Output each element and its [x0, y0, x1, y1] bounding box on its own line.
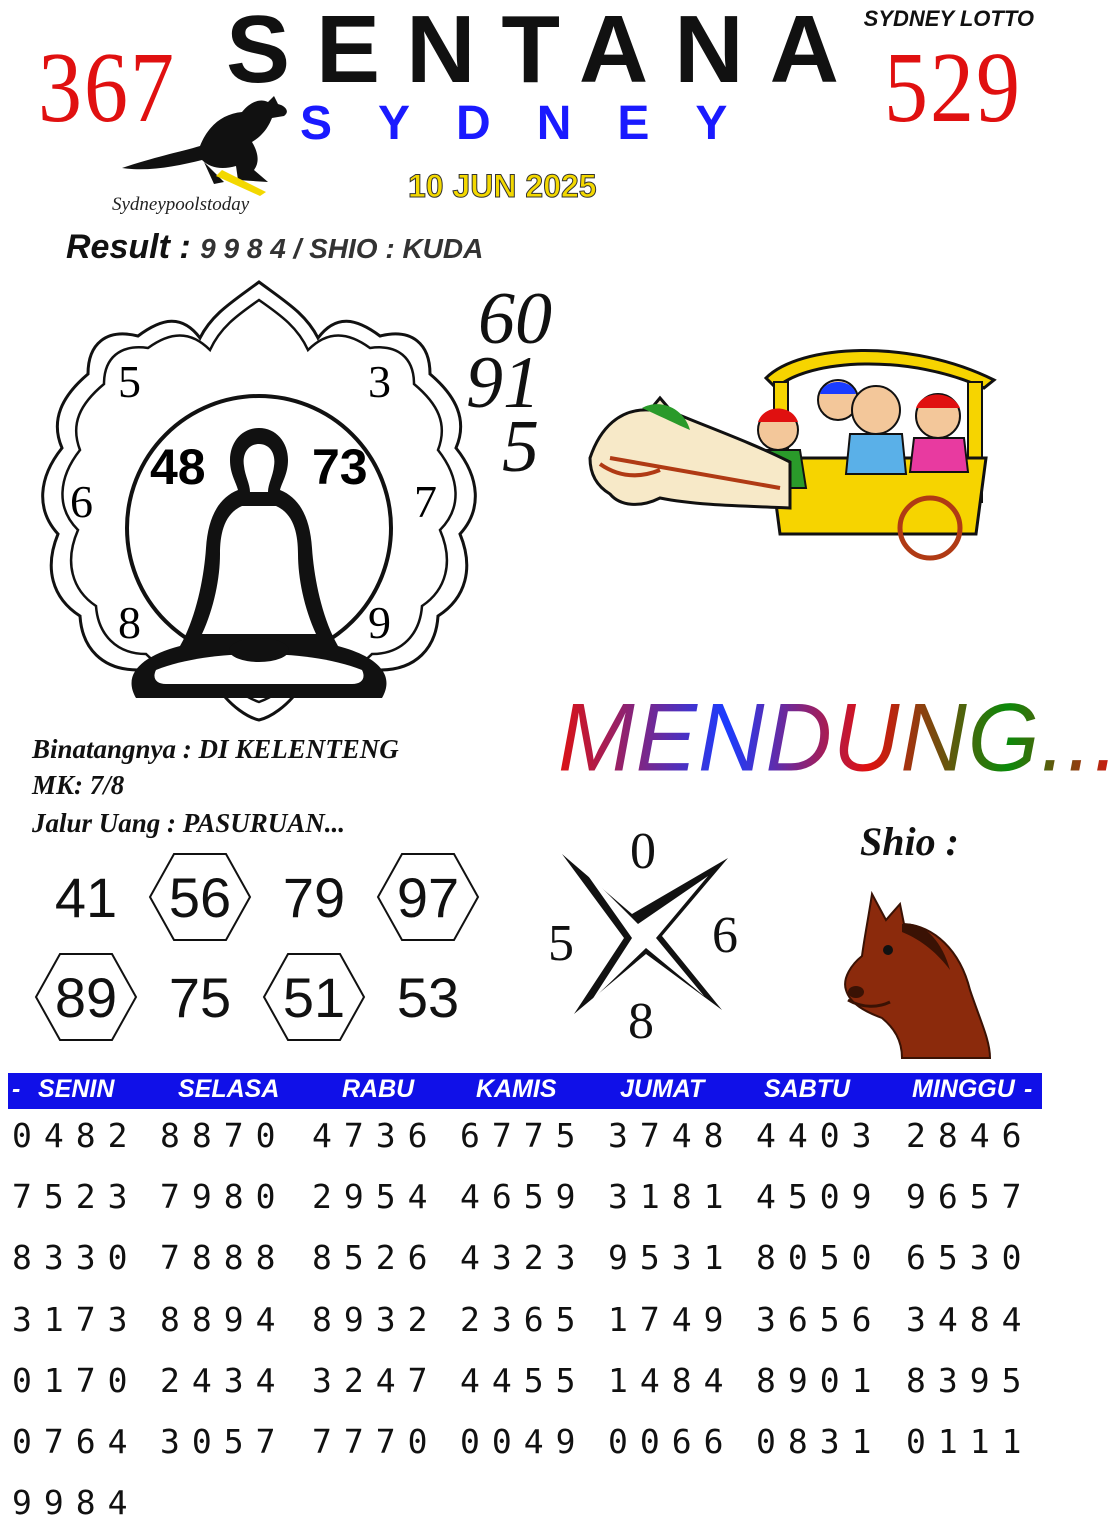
day-header-kamis: KAMIS	[476, 1075, 557, 1103]
star-digit-left: 5	[548, 915, 574, 972]
lotus-inner-right: 73	[312, 439, 368, 495]
info-mk: MK: 7/8	[32, 770, 125, 800]
number-cell: 79	[282, 865, 346, 929]
left-number: 367	[38, 32, 176, 144]
table-cell: 2954	[312, 1177, 440, 1217]
table-cell: 4659	[460, 1177, 588, 1217]
day-header-jumat: JUMAT	[620, 1075, 705, 1103]
table-cell: 0764	[12, 1422, 140, 1461]
result-label: Result :	[66, 228, 191, 266]
day-header-minggu: MINGGU	[912, 1075, 1015, 1103]
info-binatang: Binatangnya : DI KELENTENG	[32, 734, 399, 764]
table-cell: 7888	[160, 1238, 288, 1278]
number-cell: 53	[396, 965, 460, 1029]
number-row-1	[34, 852, 480, 942]
number-cell-hex	[262, 952, 366, 1042]
table-cell: 2365	[460, 1299, 588, 1339]
number-cell: 41	[54, 865, 118, 929]
lotus-petal-5: 5	[118, 356, 141, 407]
right-number: 529	[884, 32, 1022, 144]
number-value: 51	[282, 965, 346, 1029]
table-cell: 8894	[160, 1299, 288, 1339]
horse-carriage-illustration	[580, 338, 1000, 544]
table-cell: 3247	[312, 1360, 440, 1400]
lotus-inner-left: 48	[150, 439, 206, 495]
day-header-selasa: SELASA	[178, 1075, 280, 1103]
result-line	[66, 228, 483, 267]
table-cell: 0831	[756, 1422, 884, 1461]
table-cell: 4323	[460, 1238, 588, 1278]
weather-label: MENDUNG...	[558, 684, 1120, 792]
site-watermark: Sydneypoolstoday	[112, 194, 250, 215]
table-cell: 6530	[906, 1238, 1034, 1278]
number-row-2	[34, 952, 480, 1042]
table-cell: 0482	[12, 1116, 140, 1155]
draw-date: 10 JUN 2025	[408, 168, 597, 204]
number-cell: 75	[168, 965, 232, 1029]
table-cell: 3057	[160, 1422, 288, 1461]
table-cell: 9657	[906, 1177, 1034, 1217]
table-cell: 0170	[12, 1360, 140, 1400]
number-cell-hex	[34, 952, 138, 1042]
shio-label: Shio :	[860, 819, 959, 864]
table-cell: 3484	[906, 1299, 1034, 1339]
table-cell: 4509	[756, 1177, 884, 1217]
table-cell: 1484	[608, 1360, 736, 1400]
table-cell: 4403	[756, 1116, 884, 1155]
table-cell: 8901	[756, 1360, 884, 1400]
table-cell: 0066	[608, 1422, 736, 1461]
number-value: 56	[168, 865, 232, 929]
table-cell: 4736	[312, 1116, 440, 1155]
result-value: 9 9 8 4 / SHIO : KUDA	[200, 233, 484, 264]
day-bar-dash-left: -	[12, 1075, 21, 1103]
handwritten-line-1: 60	[478, 278, 552, 360]
table-cell: 8870	[160, 1116, 288, 1155]
day-bar-dash-right: -	[1024, 1075, 1033, 1103]
table-cell: 3748	[608, 1116, 736, 1155]
table-cell: 6775	[460, 1116, 588, 1155]
table-cell: 3656	[756, 1299, 884, 1339]
number-cell-hex	[148, 852, 252, 942]
table-cell: 7770	[312, 1422, 440, 1461]
handwritten-line-3: 5	[502, 406, 539, 488]
table-cell: 4455	[460, 1360, 588, 1400]
table-cell: 0111	[906, 1422, 1034, 1461]
handwritten-line-2: 91	[466, 342, 540, 424]
lotus-petal-7: 7	[414, 476, 437, 527]
lotus-petal-9: 9	[368, 597, 391, 648]
table-cell: 3181	[608, 1177, 736, 1217]
horse-head-image	[842, 880, 992, 1058]
table-cell: 7523	[12, 1177, 140, 1217]
table-cell: 9531	[608, 1238, 736, 1278]
table-cell: 8932	[312, 1299, 440, 1339]
corner-label: SYDNEY LOTTO	[863, 6, 1034, 31]
lotus-petal-8: 8	[118, 597, 141, 648]
table-cell: 1749	[608, 1299, 736, 1339]
day-header-rabu: RABU	[342, 1075, 415, 1103]
number-cell-hex	[376, 852, 480, 942]
lotus-petal-6: 6	[70, 476, 93, 527]
table-cell: 8526	[312, 1238, 440, 1278]
table-cell: 3173	[12, 1299, 140, 1339]
table-cell: 7980	[160, 1177, 288, 1217]
table-cell: 2846	[906, 1116, 1034, 1155]
star-digit-bottom: 8	[628, 993, 654, 1050]
number-value: 89	[54, 965, 118, 1029]
info-jalur: Jalur Uang : PASURUAN...	[32, 808, 346, 838]
table-cell: 8330	[12, 1238, 140, 1278]
day-header-senin: SENIN	[38, 1075, 115, 1103]
page-title: SENTANA	[226, 0, 865, 103]
page-subtitle: SYDNEY	[300, 97, 774, 150]
star-digit-right: 6	[712, 907, 738, 964]
table-cell: 8395	[906, 1360, 1034, 1400]
lotus-petal-3: 3	[368, 356, 391, 407]
number-value: 97	[396, 865, 460, 929]
weekday-header-bar	[8, 1073, 1042, 1109]
kangaroo-icon	[118, 96, 298, 200]
table-cell: 2434	[160, 1360, 288, 1400]
table-cell: 9984	[12, 1483, 140, 1522]
table-cell: 8050	[756, 1238, 884, 1278]
star-digit-top: 0	[630, 823, 656, 880]
day-header-sabtu: SABTU	[764, 1075, 851, 1103]
table-cell: 0049	[460, 1422, 588, 1461]
